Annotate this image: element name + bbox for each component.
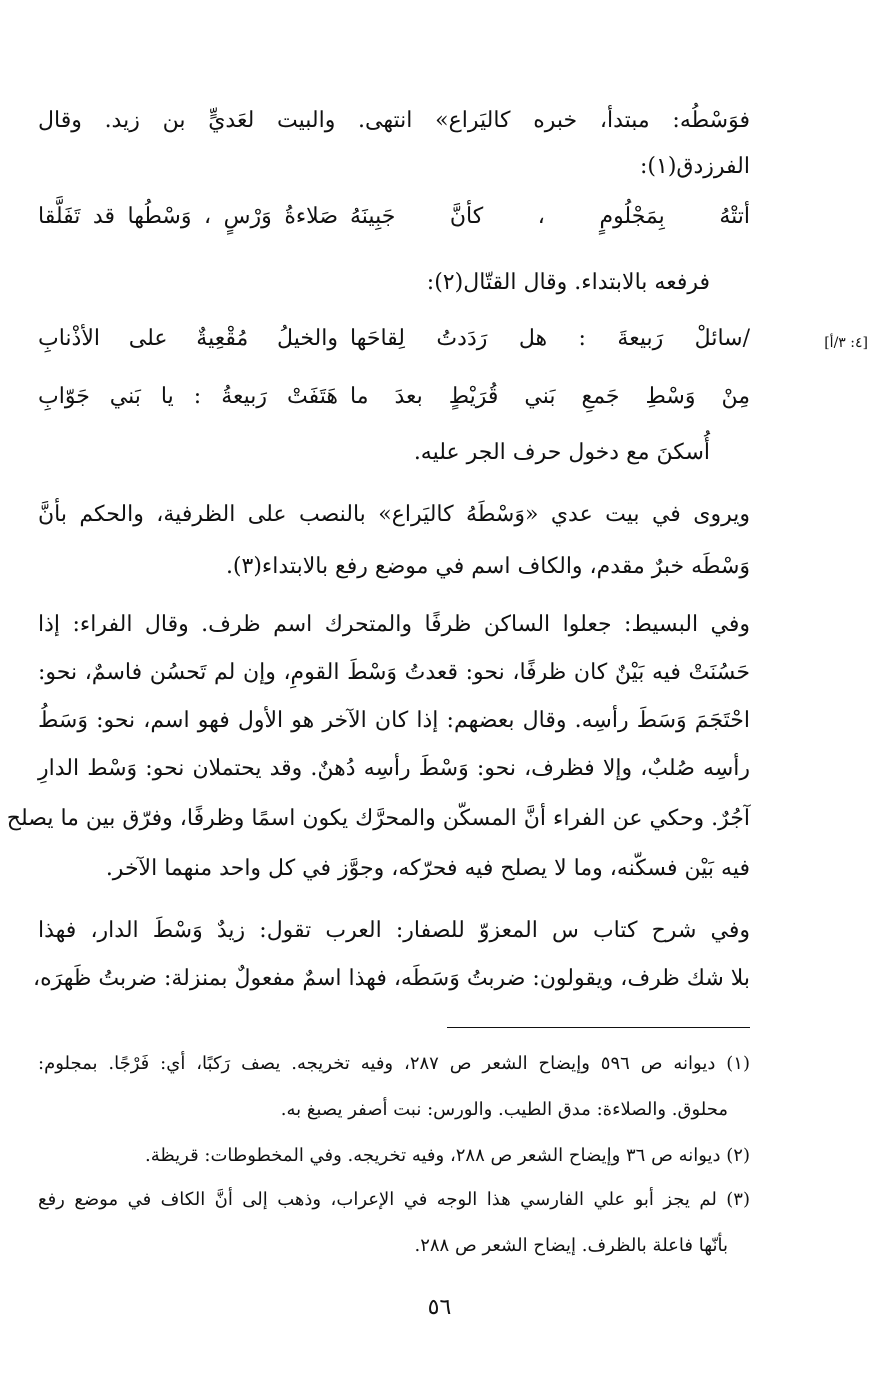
verse-second-hemistich: صَلاءةُ وَرْسٍ ، وَسْطُها قد تَفَلَّقا [38, 204, 338, 229]
text-line: وفي شرح كتاب س المعزوّ للصفار: العرب تقول: زيدٌ وَسْطَ الدار، فهذا [38, 918, 750, 943]
page-number: ٥٦ [427, 1295, 452, 1320]
verse-line [38, 200, 750, 234]
verse-first-hemistich: /سائلْ رَبيعةَ : هل رَدَدتُ لِقاحَها [350, 326, 750, 351]
text-line: وفي البسيط: جعلوا الساكن ظرفًا والمتحرك اسم ظرف. وقال الفراء: إذا [38, 612, 750, 637]
text-line: بلا شك ظرف، ويقولون: ضربتُ وَسَطَه، فهذا اسمٌ مفعولٌ بمنزلة: ضربتُ ظَهرَه، [33, 966, 750, 991]
verse-first-hemistich: أتتْهُ بِمَجْلُومٍ ، كأنَّ جَبِينَهُ [350, 204, 750, 229]
text-line: فيه بَيْن فسكّنه، وما لا يصلح فيه فحرّكه، وجوَّز في كل واحد منهما الآخر. [105, 856, 750, 881]
verse-line [38, 380, 750, 414]
text-line: فوَسْطُه: مبتدأ، خبره كاليَراع» انتهى. والبيت لعَديٍّ بن زيد. وقال [38, 108, 750, 133]
verse-first-hemistich: مِنْ وَسْطِ جَمعِ بَني قُرَيْطٍ بعدَ ما [350, 384, 750, 409]
footnote-line: محلوق. والصلاءة: مدق الطيب. والورس: نبت أصفر يصبغ به. [280, 1099, 728, 1120]
text-line: رأسِه صُلبٌ، وإلا فظرف، نحو: وَسْطَ رأسِه دُهنٌ. وقد يحتملان نحو: وَسْط الدارِ [38, 756, 750, 781]
verse-second-hemistich: هَتَفَتْ رَبيعةُ : يا بَني جَوّابِ [38, 384, 338, 409]
footnote-line: (٢) ديوانه ص ٣٦ وإيضاح الشعر ص ٢٨٨، وفيه تخريجه. وفي المخطوطات: قريظة. [145, 1145, 750, 1166]
footnote-line: بأنّها فاعلة بالظرف. إيضاح الشعر ص ٢٨٨. [414, 1235, 728, 1256]
verse-second-hemistich: والخيلُ مُقْعِيةٌ على الأذْنابِ [38, 326, 338, 351]
footnote-separator [447, 1027, 750, 1028]
text-line: الفرزدق(١): [640, 154, 750, 179]
text-line: أُسكنَ مع دخول حرف الجر عليه. [413, 440, 710, 465]
verse-line [38, 322, 750, 356]
text-line: حَسُنَتْ فيه بَيْنٌ كان ظرفًا، نحو: قعدتُ وَسْطَ القومِ، وإن لم تَحسُن فاسمٌ، نحو: [38, 660, 750, 685]
text-line: ويروى في بيت عدي «وَسْطَهُ كاليَراع» بالنصب على الظرفية، والحكم بأنَّ [38, 502, 750, 527]
manuscript-folio-ref: [٤: ٣/أ] [824, 335, 868, 351]
text-line: احْتَجَمَ وَسَطَ رأسِه. وقال بعضهم: إذا كان الآخر هو الأول فهو اسم، نحو: وَسَطُ [38, 708, 750, 733]
footnote-line: (١) ديوانه ص ٥٩٦ وإيضاح الشعر ص ٢٨٧، وفيه تخريجه. يصف رَكبًا، أي: فَرْجًا. بمجلوم: [38, 1053, 750, 1074]
text-line: وَسْطَه خبرٌ مقدم، والكاف اسم في موضع رفع بالابتداء(٣). [225, 554, 750, 579]
text-line: فرفعه بالابتداء. وقال القتّال(٢): [426, 270, 710, 295]
footnote-line: (٣) لم يجز أبو علي الفارسي هذا الوجه في الإعراب، وذهب إلى أنَّ الكاف في موضع رفع [38, 1189, 750, 1210]
text-line: آجُرٌ. وحكي عن الفراء أنَّ المسكّن والمحرَّك يكون اسمًا وظرفًا، وفرّق بين ما يصلح [6, 806, 750, 831]
